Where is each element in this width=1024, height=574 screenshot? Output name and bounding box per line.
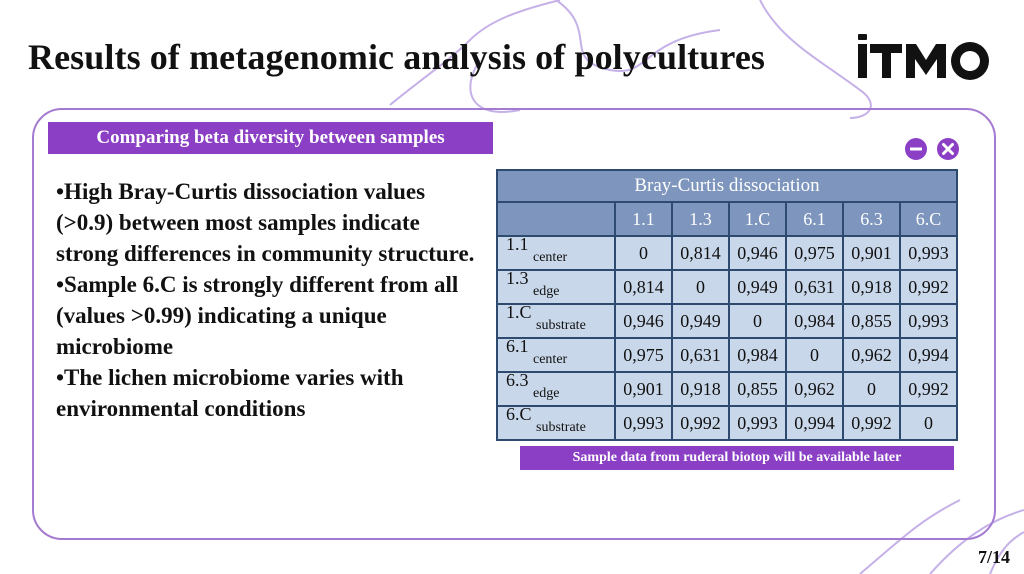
row-sample-id: 1.1 (506, 234, 529, 254)
table-cell: 0,993 (900, 236, 957, 270)
bullet-item: •The lichen microbiome varies with environmental conditions (56, 365, 404, 421)
slide-title: Results of metagenomic analysis of polycultures (28, 37, 766, 77)
bray-curtis-table (496, 169, 958, 441)
row-site: center (533, 352, 568, 367)
table-row (497, 236, 957, 270)
table-cell: 0,901 (843, 236, 900, 270)
table-cell: 0 (843, 372, 900, 406)
table-cell: 0,992 (672, 406, 729, 440)
row-site: center (533, 250, 568, 265)
table-cell: 0 (729, 304, 786, 338)
bullet-item: •High Bray-Curtis dissociation values (>0.9) between most samples indicate strong differences in community structure. (56, 179, 475, 266)
table-cell: 0,918 (672, 372, 729, 406)
table-row (497, 270, 957, 304)
page-number: 7/14 (977, 547, 1010, 567)
row-label (497, 372, 615, 406)
table-row (497, 406, 957, 440)
table-cell: 0,994 (900, 338, 957, 372)
table-cell: 0,631 (672, 338, 729, 372)
table-cell: 0,993 (729, 406, 786, 440)
column-header: 6.C (900, 202, 957, 236)
table-footnote: Sample data from ruderal biotop will be available later (520, 446, 954, 470)
column-header: 6.1 (786, 202, 843, 236)
column-header: 6.3 (843, 202, 900, 236)
column-header-row (497, 202, 957, 236)
row-sample-id: 6.1 (506, 336, 529, 356)
table-cell: 0,814 (615, 270, 672, 304)
table-cell: 0,992 (900, 372, 957, 406)
row-site: substrate (536, 420, 586, 435)
table-cell: 0,992 (843, 406, 900, 440)
column-header: 1.3 (672, 202, 729, 236)
itmo-logo (856, 34, 992, 80)
table-cell: 0 (786, 338, 843, 372)
table-cell: 0,949 (729, 270, 786, 304)
row-label (497, 270, 615, 304)
table-cell: 0 (900, 406, 957, 440)
table-title: Bray-Curtis dissociation (497, 170, 957, 202)
table-cell: 0,918 (843, 270, 900, 304)
table-cell: 0,993 (615, 406, 672, 440)
table-cell: 0,962 (843, 338, 900, 372)
row-site: edge (533, 386, 560, 401)
table-cell: 0,993 (900, 304, 957, 338)
row-sample-id: 6.C (506, 404, 532, 424)
row-label (497, 338, 615, 372)
table-cell: 0 (615, 236, 672, 270)
table-row (497, 338, 957, 372)
close-circle-icon[interactable] (936, 137, 960, 161)
table-cell: 0,901 (615, 372, 672, 406)
row-label (497, 406, 615, 440)
column-header: 1.1 (615, 202, 672, 236)
table-cell: 0,984 (786, 304, 843, 338)
table-row (497, 304, 957, 338)
table-cell: 0,855 (843, 304, 900, 338)
corner-cell (497, 202, 615, 236)
table-cell: 0,946 (729, 236, 786, 270)
row-sample-id: 1.3 (506, 268, 529, 288)
row-label (497, 236, 615, 270)
table-cell: 0 (672, 270, 729, 304)
row-sample-id: 1.C (506, 302, 532, 322)
table-cell: 0,814 (672, 236, 729, 270)
table-cell: 0,855 (729, 372, 786, 406)
column-header: 1.C (729, 202, 786, 236)
table-body (497, 236, 957, 440)
minus-circle-icon[interactable] (904, 137, 928, 161)
table-cell: 0,631 (786, 270, 843, 304)
table-cell: 0,946 (615, 304, 672, 338)
bullet-list (56, 176, 486, 424)
table-cell: 0,962 (786, 372, 843, 406)
bullet-item: •Sample 6.C is strongly different from all (values >0.99) indicating a unique microbiome (56, 272, 459, 359)
panel-tab-label: Comparing beta diversity between samples (48, 122, 493, 154)
table-cell: 0,992 (900, 270, 957, 304)
table-row (497, 372, 957, 406)
table-cell: 0,994 (786, 406, 843, 440)
row-label (497, 304, 615, 338)
table-cell: 0,984 (729, 338, 786, 372)
table-cell: 0,975 (786, 236, 843, 270)
row-site: substrate (536, 318, 586, 333)
table-cell: 0,975 (615, 338, 672, 372)
row-site: edge (533, 284, 560, 299)
row-sample-id: 6.3 (506, 370, 529, 390)
table-cell: 0,949 (672, 304, 729, 338)
